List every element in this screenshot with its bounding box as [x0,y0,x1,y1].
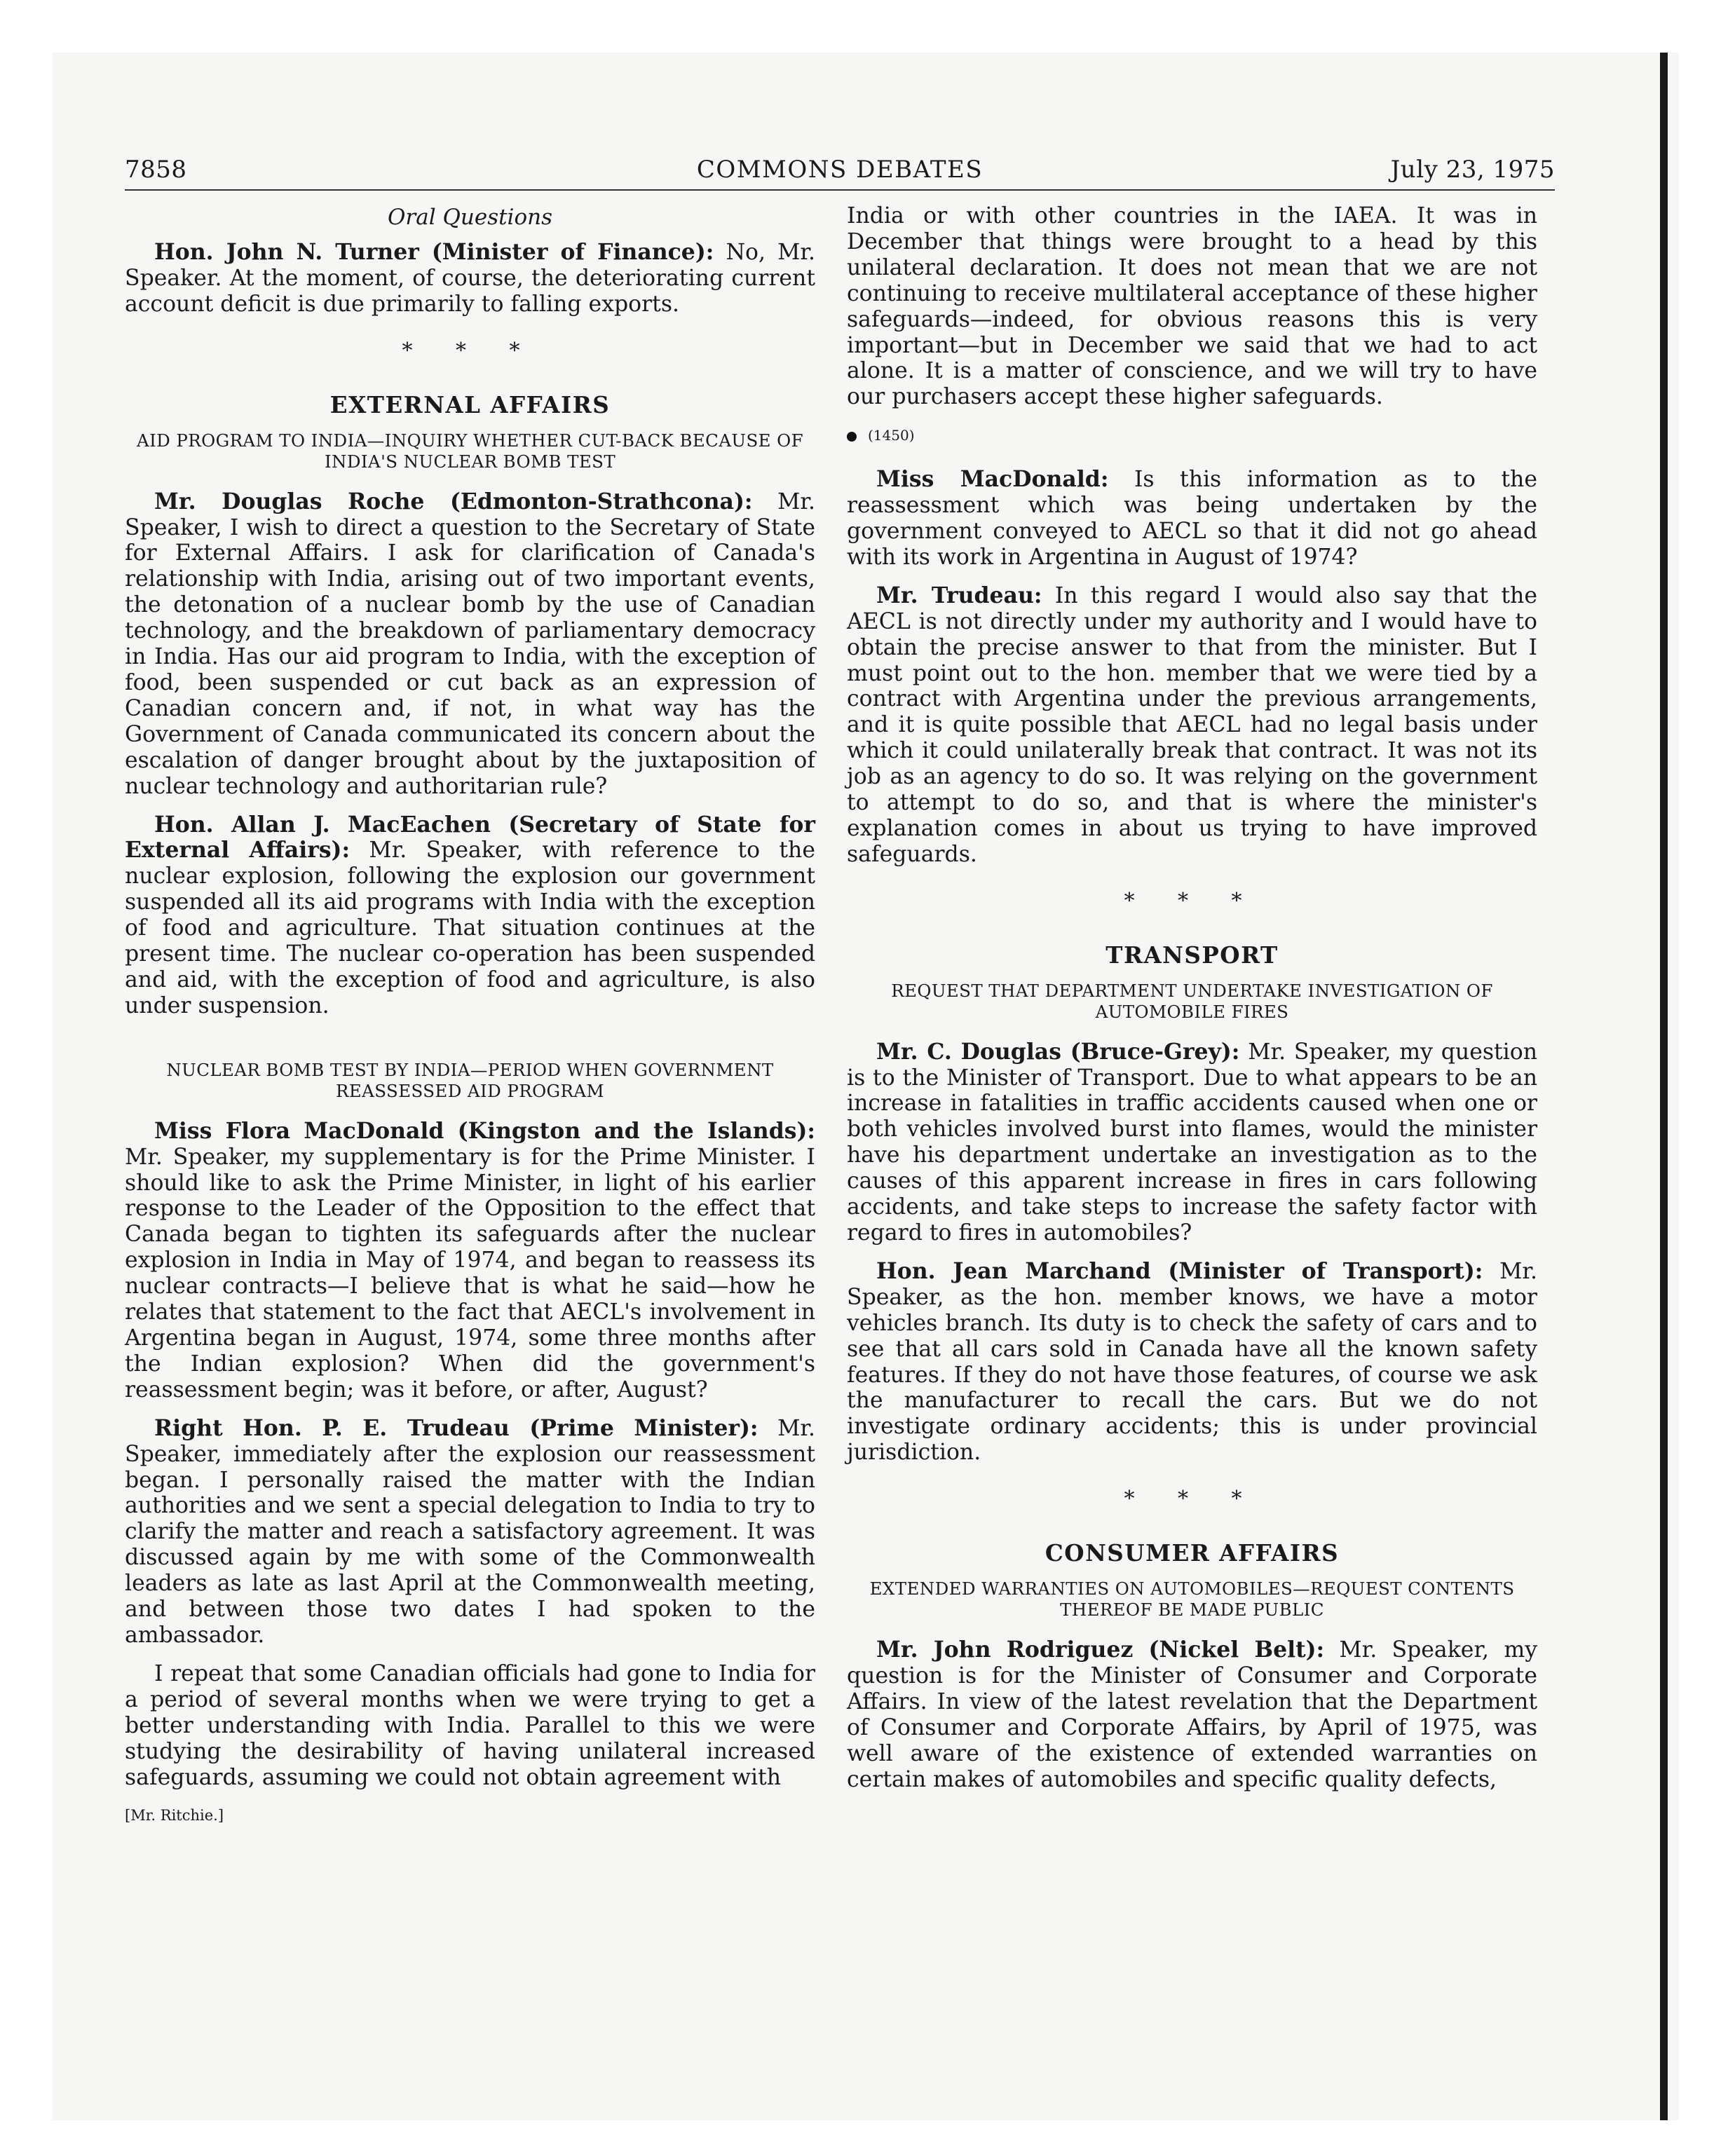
paragraph-continuation: India or with other countries in the IAEA. It was in December that things were brought to a head by this unilateral declaration. It does not mean that we are not continuing to receive multilateral acceptance of these higher safeguards—indeed, for obvious reasons this is very important—but in December we said that we had to act alone. It is a matter of conscience, and we will try to have our purchasers accept these higher safeguards. [847,203,1537,410]
paragraph-macdonald [125,1119,815,1403]
paragraph-trudeau-continued: I repeat that some Canadian officials had gone to India for a period of several months when we were trying to get a better understanding with India. Parallel to this we were studying the desirability of having unilateral increased safeguards, assuming we could not obtain agreement with [125,1660,815,1790]
speech-text: Mr. Speaker, immediately after the explosion our reassessment began. I personally raised the matter with the Indian authorities and we sent a special delegation to India to try to clarify the matter and reach a satisfactory agreement. It was discussed again by me with some of the Commonwealth leaders as late as last April at the Commonwealth meeting, and between those two dates I had spoken to the ambassador. [125,1415,815,1648]
speaker-name: Hon. Jean Marchand (Minister of Transport): [876,1257,1483,1284]
speaker-name: Right Hon. P. E. Trudeau (Prime Minister): [154,1414,758,1441]
section-separator: * * * [1124,888,1260,913]
speaker-name: Miss Flora MacDonald (Kingston and the Islands): [154,1117,815,1144]
page-number: 7858 [125,156,187,184]
speech-text: Is this information as to the reassessment which was being undertaken by the government conveyed to AECL so that it did not go ahead with its work in Argentina in August of 1974? [847,467,1537,570]
section-separator: * * * [1124,1487,1260,1512]
speech-text: Mr. Speaker, my question is for the Minister of Consumer and Corporate Affairs. In view of the latest revelation that the Department of Consumer and Corporate Affairs, by April of 1975, was well aware of the existence of extended warranties on certain makes of automobiles and specific quality defects, [847,1637,1537,1792]
speaker-name: Miss MacDonald: [876,466,1109,493]
right-column [847,203,1537,1806]
speech-text: Mr. Speaker, my question is to the Minister of Transport. Due to what appears to be an increase in fatalities in traffic accidents caused when one or both vehicles involved burst into flames, would the minister have his department undertake an investigation as to the causes of this apparent increase in fires in cars following accidents, and take steps to increase the safety factor with regard to fires in automobiles? [847,1039,1537,1246]
paragraph-douglas [847,1039,1537,1246]
paragraph-trudeau [125,1416,815,1649]
paragraph-marchand [847,1259,1537,1466]
speaker-name: Mr. John Rodriguez (Nickel Belt): [876,1637,1325,1663]
speaker-name: Mr. C. Douglas (Bruce-Grey): [876,1038,1240,1065]
bullet-icon [847,432,857,442]
paragraph-trudeau-2 [847,583,1537,868]
section-title-consumer-affairs: CONSUMER AFFAIRS [1045,1539,1340,1567]
speaker-name: Hon. John N. Turner (Minister of Finance): [154,239,714,265]
speech-text: Mr. Speaker, my supplementary is for the Prime Minister. I should like to ask the Prime Minister, in light of his earlier response to the Leader of the Opposition to the effect that Canada began to tighten its safeguards after the nuclear explosion in India in May of 1974, and began to reassess its nuclear contracts—I believe that is what he said—how he relates that statement to the fact that AECL's involvement in Argentina began in August, 1974, some three months after the Indian explosion? When did the government's reassessment begin; was it before, or after, August? [125,1144,815,1403]
paragraph-maceachen [125,812,815,1019]
section-title-external-affairs: EXTERNAL AFFAIRS [329,390,611,418]
spacer [125,1032,815,1060]
speech-text: Mr. Speaker, as the hon. member knows, we have a motor vehicles branch. Its duty is to check the safety of cars and to see that all cars sold in Canada have all the known safety features. If they do not have those features, of course we ask the manufacturer to recall the cars. But we do not investigate ordinary accidents; this is under provincial jurisdiction. [847,1258,1537,1466]
paragraph-rodriguez [847,1637,1537,1792]
scan-edge-bar [1660,53,1668,2120]
speech-text: Mr. Speaker, I wish to direct a question to the Secretary of State for External Affairs. I ask for clarification of Canada's relationship with India, arising out of two important events, the detonation of a nuclear bomb by the use of Canadian technology, and the breakdown of parliamentary democracy in India. Has our aid program to India, with the exception of food, been suspended or cut back as an expression of Canadian concern and, if not, in what way has the Government of Canada communicated its concern about the escalation of danger brought about by the juxtaposition of nuclear technology and authoritarian rule? [125,489,815,799]
speech-text: No, Mr. Speaker. At the moment, of course, the deteriorating current account deficit is due primarily to falling exports. [125,240,815,317]
section-title-transport: TRANSPORT [1105,941,1279,969]
subheading-automobile-fires: REQUEST THAT DEPARTMENT UNDERTAKE INVESTIGATION OF AUTOMOBILE FIRES [891,980,1493,1022]
subheading-extended-warranties: EXTENDED WARRANTIES ON AUTOMOBILES—REQUEST CONTENTS THEREOF BE MADE PUBLIC [869,1578,1515,1621]
speaker-name: Mr. Douglas Roche (Edmonton-Strathcona): [154,488,753,514]
speaker-footnote: [Mr. Ritchie.] [125,1807,224,1824]
page-header [125,153,1555,191]
subheading-aid-program: AID PROGRAM TO INDIA—INQUIRY WHETHER CUT-BACK BECAUSE OF INDIA'S NUCLEAR BOMB TEST [137,430,803,472]
time-marker-text: (1450) [868,427,915,444]
speaker-name: Mr. Trudeau: [876,582,1042,608]
speech-text: Mr. Speaker, with reference to the nuclear explosion, following the explosion our government suspended all its aid programs with India with the exception of food and agriculture. That situation continues at the present time. The nuclear co-operation has been suspended and aid, with the exception of food and agriculture, is also under suspension. [125,838,815,1018]
time-marker [847,423,1537,449]
paragraph-macdonald-2 [847,467,1537,571]
paragraph-turner [125,240,815,318]
publication-date: July 23, 1975 [1390,156,1555,184]
paragraph-roche [125,489,815,800]
subheading-nuclear-bomb-test: NUCLEAR BOMB TEST BY INDIA—PERIOD WHEN GOVERNMENT REASSESSED AID PROGRAM [166,1059,774,1101]
section-separator: * * * [402,338,538,363]
speaker-name: Hon. Allan J. MacEachen (Secretary of State for External Affairs): [125,811,815,864]
left-column [125,203,815,1829]
publication-title: COMMONS DEBATES [696,156,984,184]
speech-text: In this regard I would also say that the AECL is not directly under my authority and I would have to obtain the precise answer to that from the minister. But I must point out to the hon. member that we were tied by a contract with Argentina under the previous arrangements, and it is quite possible that AECL had no legal basis under which it could unilaterally break that contract. It was not its job as an agency to do so. It was relying on the government to attempt to do so, and that is where the minister's explanation comes in about us trying to have improved safeguards. [847,582,1537,867]
running-head: Oral Questions [387,205,553,230]
